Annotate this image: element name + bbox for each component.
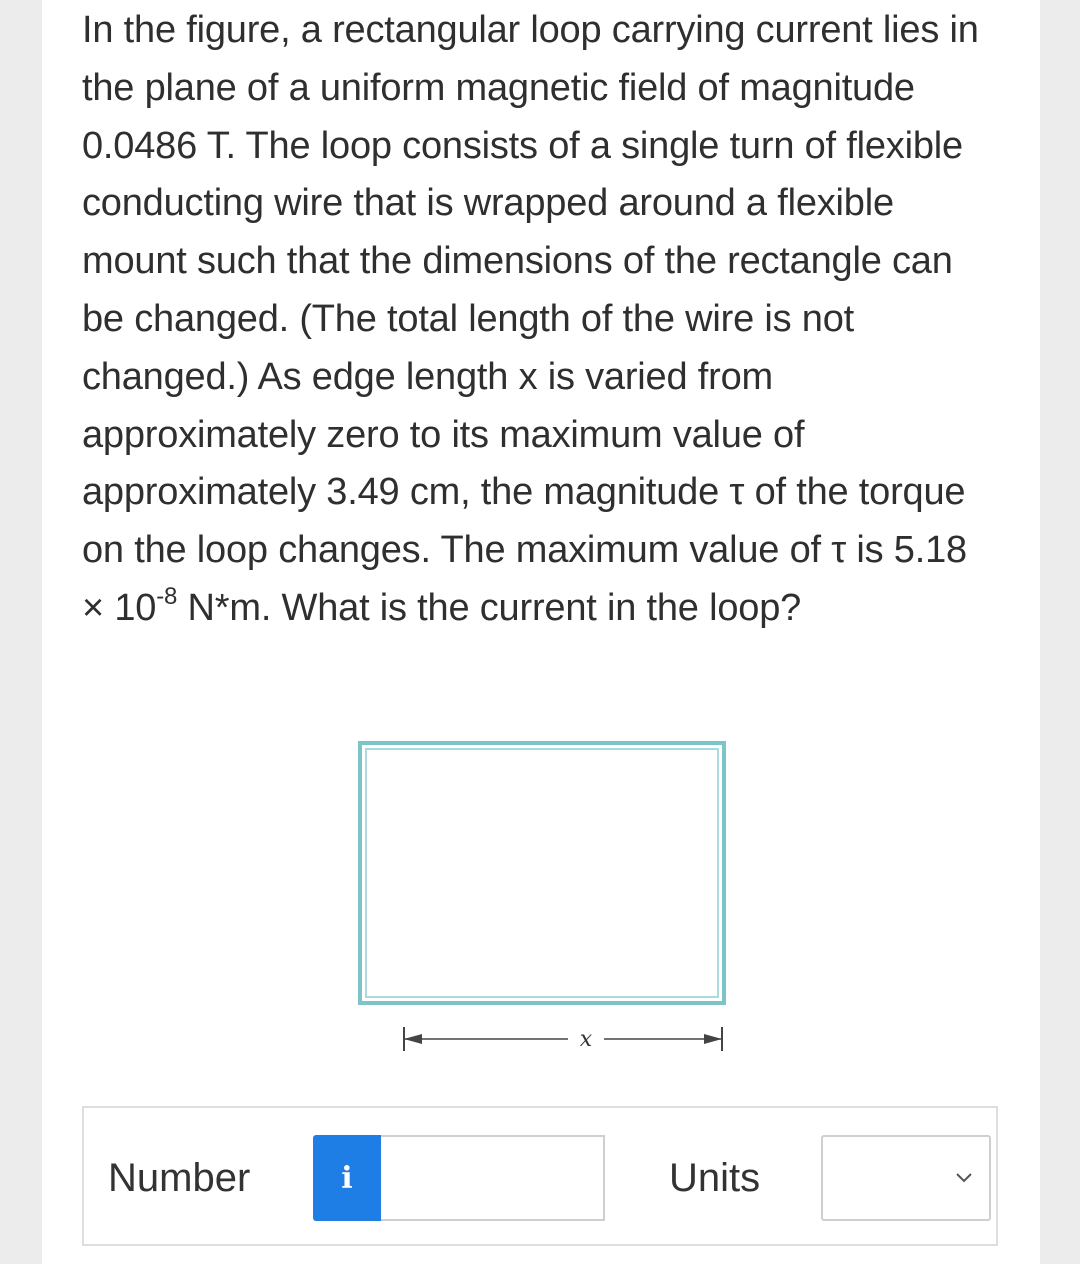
exponent: -8 [156, 583, 178, 611]
dimension-label: x [579, 1027, 593, 1052]
loop-diagram [352, 735, 742, 1065]
rectangular-loop [360, 743, 724, 1003]
answer-row [82, 1106, 998, 1246]
question-text [82, 2, 987, 638]
question-tail: N*m. What is the current in the loop? [177, 586, 802, 629]
arrowhead-right [704, 1034, 722, 1044]
info-button[interactable] [313, 1135, 381, 1221]
number-input[interactable] [381, 1135, 605, 1221]
units-select[interactable] [821, 1135, 991, 1221]
loop-figure [352, 735, 742, 1065]
rectangular-loop-inner [366, 749, 718, 997]
number-label: Number [108, 1156, 251, 1200]
info-icon: i [341, 1160, 353, 1196]
arrowhead-left [404, 1034, 422, 1044]
question-body: In the figure, a rectangular loop carrying current lies in the plane of a uniform magnetic field of magnitude 0.0486 T. The loop consists of a single turn of flexible conducting wire that is wrapped around a flexible mount such that the dimensions of the rectangle can be changed. (The total length of the wire is not changed.) As edge length x is varied from approximately zero to its maximum value of approximately 3.49 cm, the magnitude τ of the torque on the loop changes. The maximum value of τ is 5.18 × 10 [82, 9, 979, 629]
question-page [42, 0, 1040, 1264]
chevron-down-icon [955, 1169, 973, 1187]
units-label: Units [669, 1156, 761, 1200]
